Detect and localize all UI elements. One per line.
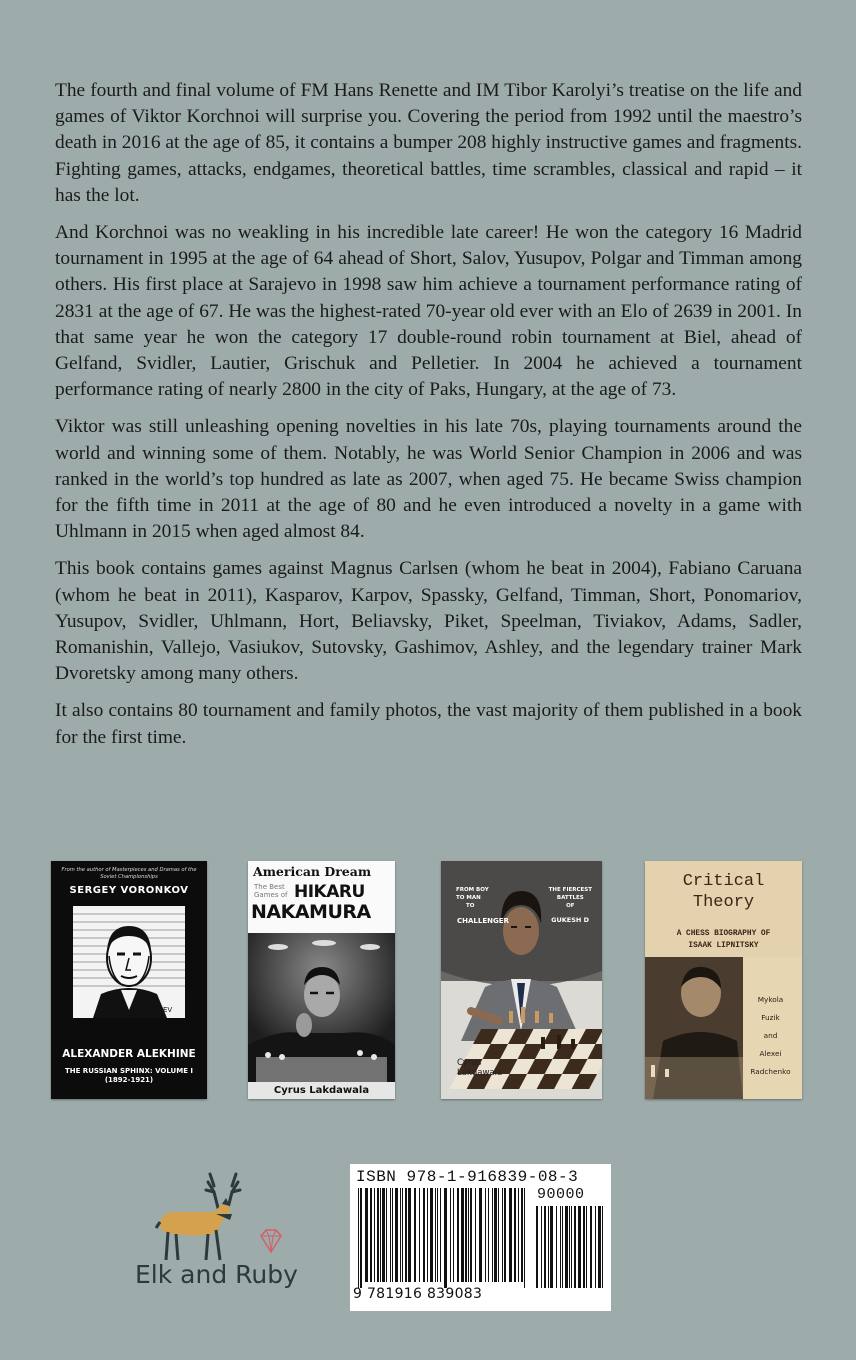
book-cover-nakamura <box>248 861 395 1099</box>
book1-volume-title: THE RUSSIAN SPHINX: VOLUME I <box>64 1067 194 1075</box>
book4-subtitle-line2: ISAAK LIPNITSKY <box>688 942 759 950</box>
book3-author-first: Cyrus <box>457 1058 482 1068</box>
portrait-illustration-icon <box>73 906 185 1018</box>
blurb-paragraph-2: And Korchnoi was no weakling in his incredible late career! He won the category 16 Madrid tournament in 1995 at the age of 64 ahead of Short, Salov, Yusupov, Polgar and Timman among others. His first place at Sarajevo in 1998 saw him achieve a tournament performance rating of 2831 at the age of 67. He was the highest-rated 70-year old ever with an Elo of 2639 in 2001. In that same year he won the category 17 double-round robin tournament at Biel, ahead of Gelfand, Svidler, Lautier, Grischuk and Pelletier. In 2004 he achieved a tournament performance rating of nearly 2800 in the city of Paks, Hungary, at the age of 73. <box>55 222 802 401</box>
book2-series: American Dream <box>253 864 372 879</box>
book3-right-tagline <box>549 886 592 910</box>
book3-left-line2: TO MAN <box>456 895 481 901</box>
blurb-paragraph-4: This book contains games against Magnus Carlsen (whom he beat in 2004), Fabiano Caruana (whom he beat in 2011), Kasparov, Karpov, Spassky, Gelfand, Timman, Short, Ponomariov, Yusupov, Svidler, Uhlmann, Hort, Beliavsky, Piket, Speelman, Tiviakov, Adams, Sadler, Romanishin, Vallejo, Vasiukov, Sutovsky, Gashimov, Ashley, and the legendary trainer Mark Dvoretsky among many others. <box>55 558 802 685</box>
book3-author-last: Lakdawala <box>457 1068 503 1078</box>
svg-text:EV: EV <box>163 1006 173 1014</box>
book-cover-gukesh <box>441 861 602 1099</box>
ruby-gem-icon <box>256 1226 286 1256</box>
book1-volume-years: (1892-1921) <box>104 1076 154 1084</box>
book4-author1-first: Mykola <box>757 995 784 1004</box>
book4-title <box>645 871 802 913</box>
book4-authors <box>743 991 798 1081</box>
related-books-row <box>0 861 856 1099</box>
book1-author: SERGEY VORONKOV <box>69 885 189 896</box>
book2-name-first: HIKARU <box>294 882 365 902</box>
book3-author <box>457 1058 502 1078</box>
book4-title-line2: Theory <box>692 893 755 912</box>
book2-name-last: NAKAMURA <box>251 901 371 923</box>
book4-title-line1: Critical <box>682 872 765 891</box>
book3-challenger: CHALLENGER <box>457 917 509 925</box>
blurb-paragraph-3: Viktor was still unleashing opening novelties in his late 70s, playing tournaments around the world and winning some of them. Notably, he was World Senior Champion in 2006 and was ranked in the world’s top hundred as late as 2007, when aged 75. He became Swiss champion for the fifth time in 2011 at the age of 80 and he even introduced a novelty in a game with Uhlmann in 2015 when aged almost 84. <box>55 416 802 543</box>
book3-right-line1: THE FIERCEST <box>548 887 592 893</box>
book3-gukesh: GUKESH D <box>551 916 589 924</box>
book4-author2-first: Alexei <box>759 1049 782 1058</box>
book-cover-alekhine <box>51 861 207 1099</box>
book2-player-photo-icon <box>248 933 395 1083</box>
book4-subtitle <box>645 928 802 952</box>
book1-portrait <box>73 906 185 1018</box>
elk-icon <box>130 1168 330 1263</box>
book2-prefix-line1: The Best <box>254 883 285 891</box>
book2-prefix-line2: Games of <box>254 891 288 899</box>
book4-author1-last: Fuzik <box>761 1013 780 1022</box>
isbn-text: ISBN 978-1-916839-08-3 <box>356 1168 579 1186</box>
book3-left-tagline <box>456 886 489 910</box>
book4-and: and <box>763 1031 778 1040</box>
back-cover-blurb <box>55 78 802 762</box>
book4-author2-last: Radchenko <box>750 1067 791 1076</box>
barcode-digits: 9 781916 839083 <box>353 1286 483 1302</box>
publisher-logo <box>130 1168 330 1298</box>
book2-prefix <box>254 883 287 899</box>
isbn-barcode <box>350 1164 611 1311</box>
blurb-paragraph-5: It also contains 80 tournament and family photos, the vast majority of them published in a book for the first time. <box>55 700 802 748</box>
book2-title-panel <box>248 861 395 933</box>
book1-volume <box>51 1067 207 1085</box>
book3-left-line3: TO <box>466 903 475 909</box>
book3-right-line3: OF <box>566 903 575 909</box>
book2-author: Cyrus Lakdawala <box>248 1082 395 1099</box>
book3-right-line2: BATTLES <box>556 895 584 901</box>
book1-subtitle: From the author of Masterpieces and Dramas of the Soviet Championships <box>61 867 197 880</box>
book4-subtitle-line1: A CHESS BIOGRAPHY OF <box>676 930 771 938</box>
book3-left-line1: FROM BOY <box>456 887 489 893</box>
barcode-addon-price: 90000 <box>537 1186 585 1203</box>
book-cover-critical-theory <box>645 861 802 1099</box>
publisher-name: Elk and Ruby <box>135 1260 298 1289</box>
book1-title: ALEXANDER ALEKHINE <box>62 1048 196 1060</box>
blurb-paragraph-1: The fourth and final volume of FM Hans Renette and IM Tibor Karolyi’s treatise on the life and games of Viktor Korchnoi will surprise you. Covering the period from 1992 until the maestro’s death in 2016 at the age of 85, it contains a bumper 208 highly instructive games and fragments. Fighting games, attacks, endgames, theoretical battles, time scrambles, classical and rapid – it has the lot. <box>55 80 802 206</box>
